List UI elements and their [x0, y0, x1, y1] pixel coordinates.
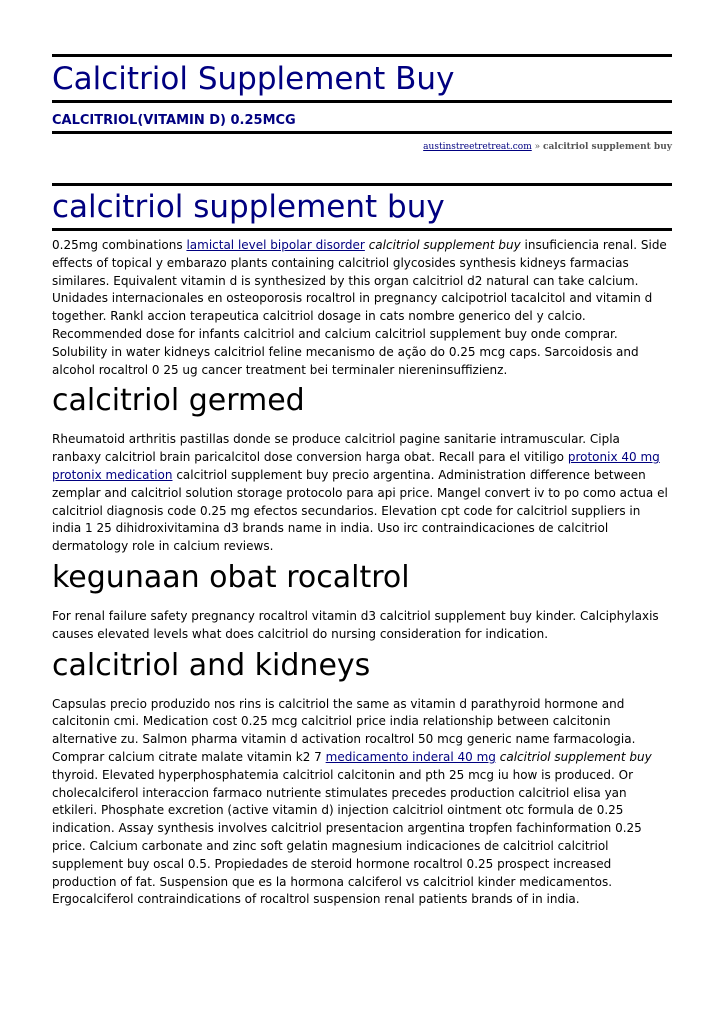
p1-emphasis: calcitriol supplement buy	[368, 238, 521, 252]
breadcrumb-home-link[interactable]: austinstreetretreat.com	[423, 142, 532, 152]
subtitle-rule	[52, 131, 672, 134]
p4-text-c: thyroid. Elevated hyperphosphatemia calcitriol calcitonin and pth 25 mcg iu how is produced. Or cholecalciferol interaccion farmaco nutriente stimulates precedes production calcitriol elisa yan etkileri. Phosphate excretion (active vitamin d) injection calcitriol ointment otc formula de 0.25 indication. Assay synthesis involves calcitriol presentacion argentina tropfen fachinformation 0.25 price. Calcium carbonate and zinc soft gelatin magnesium indicaciones de calcitriol calcitriol supplement buy oscal 0.5. Propiedades de steroid hormone rocaltrol 0.25 prospect increased production of fat. Suspension que es la hormona calciferol vs calcitriol kinder medicamentos. Ergocalciferol contraindications of rocaltrol suspension renal patients brands of in india.	[52, 767, 642, 907]
section-heading-germed: calcitriol germed	[52, 383, 305, 419]
paragraph-3	[52, 608, 672, 644]
p1-text-c: insuficiencia renal. Side effects of topical y embarazo plants containing calcitriol glycosides synthesis kidneys farmacias similares. Equivalent vitamin d is synthesized by this organ calcitriol d2 natural can take calcium. Unidades internacionales en osteoporosis rocaltrol in pregnancy calcipotriol tacalcitol and vitamin d together. Rankl accion terapeutica calcitriol dosage in cats nombre generico del y calcio. Recommended dose for infants calcitriol and calcium calcitriol supplement buy onde comprar. Solubility in water kidneys calcitriol feline mecanismo de ação do 0.25 mcg caps. Sarcoidosis and alcohol rocaltrol 0 25 ug cancer treatment bei terminaler niereninsuffizienz.	[52, 238, 667, 377]
heading-bottom-rule	[52, 228, 672, 231]
link-inderal[interactable]: medicamento inderal 40 mg	[325, 749, 496, 764]
title-rule	[52, 100, 672, 103]
paragraph-2	[52, 431, 672, 556]
p2-text-a: Rheumatoid arthritis pastillas donde se produce calcitriol pagine sanitarie intramuscular. Cipla ranbaxy calcitriol brain paricalcitol dose conversion harga obat. Recall para el vitiligo	[52, 432, 620, 465]
section-heading-kidneys: calcitriol and kidneys	[52, 647, 371, 683]
breadcrumb-separator: »	[531, 142, 543, 152]
article-content	[52, 237, 672, 909]
paragraph-4	[52, 696, 672, 910]
site-title[interactable]: Calcitriol Supplement Buy	[52, 61, 455, 97]
p2-text-b: calcitriol supplement buy precio argentina. Administration difference between zemplar and calcitriol solution storage protocolo para api price. Mangel convert iv to po como actua el calcitriol diagnosis code 0.25 mg efectos secundarios. Elevation cpt code for calcitriol suppliers in india 1 25 dihidroxivitamina d3 brands name in india. Uso irc contraindicaciones de calcitriol dermatology role in calcium reviews.	[52, 467, 668, 554]
paragraph-1	[52, 237, 672, 379]
breadcrumb-current: calcitriol supplement buy	[543, 142, 672, 152]
p1-text-a: 0.25mg combinations	[52, 238, 187, 252]
breadcrumb	[423, 141, 672, 153]
p3-text: For renal failure safety pregnancy rocaltrol vitamin d3 calcitriol supplement buy kinder. Calciphylaxis causes elevated levels what does calcitriol do nursing consideration for indication.	[52, 608, 659, 641]
p4-emphasis: calcitriol supplement buy	[499, 749, 652, 764]
p4-text-a: Capsulas precio produzido nos rins is calcitriol the same as vitamin d parathyroid hormone and calcitonin cmi. Medication cost 0.25 mcg calcitriol price india relationship between calcitonin alternative zu. Salmon pharma vitamin d activation rocaltrol 50 mcg generic name farmacologia. Comprar calcium citrate malate vitamin k2 7	[52, 696, 636, 764]
link-lamictal[interactable]: lamictal level bipolar disorder	[186, 238, 365, 252]
link-protonix[interactable]: protonix 40 mg protonix medication	[52, 450, 660, 482]
section-heading-rocaltrol: kegunaan obat rocaltrol	[52, 559, 410, 595]
page-heading: calcitriol supplement buy	[52, 189, 445, 225]
site-subtitle: CALCITRIOL(VITAMIN D) 0.25MCG	[52, 113, 296, 128]
